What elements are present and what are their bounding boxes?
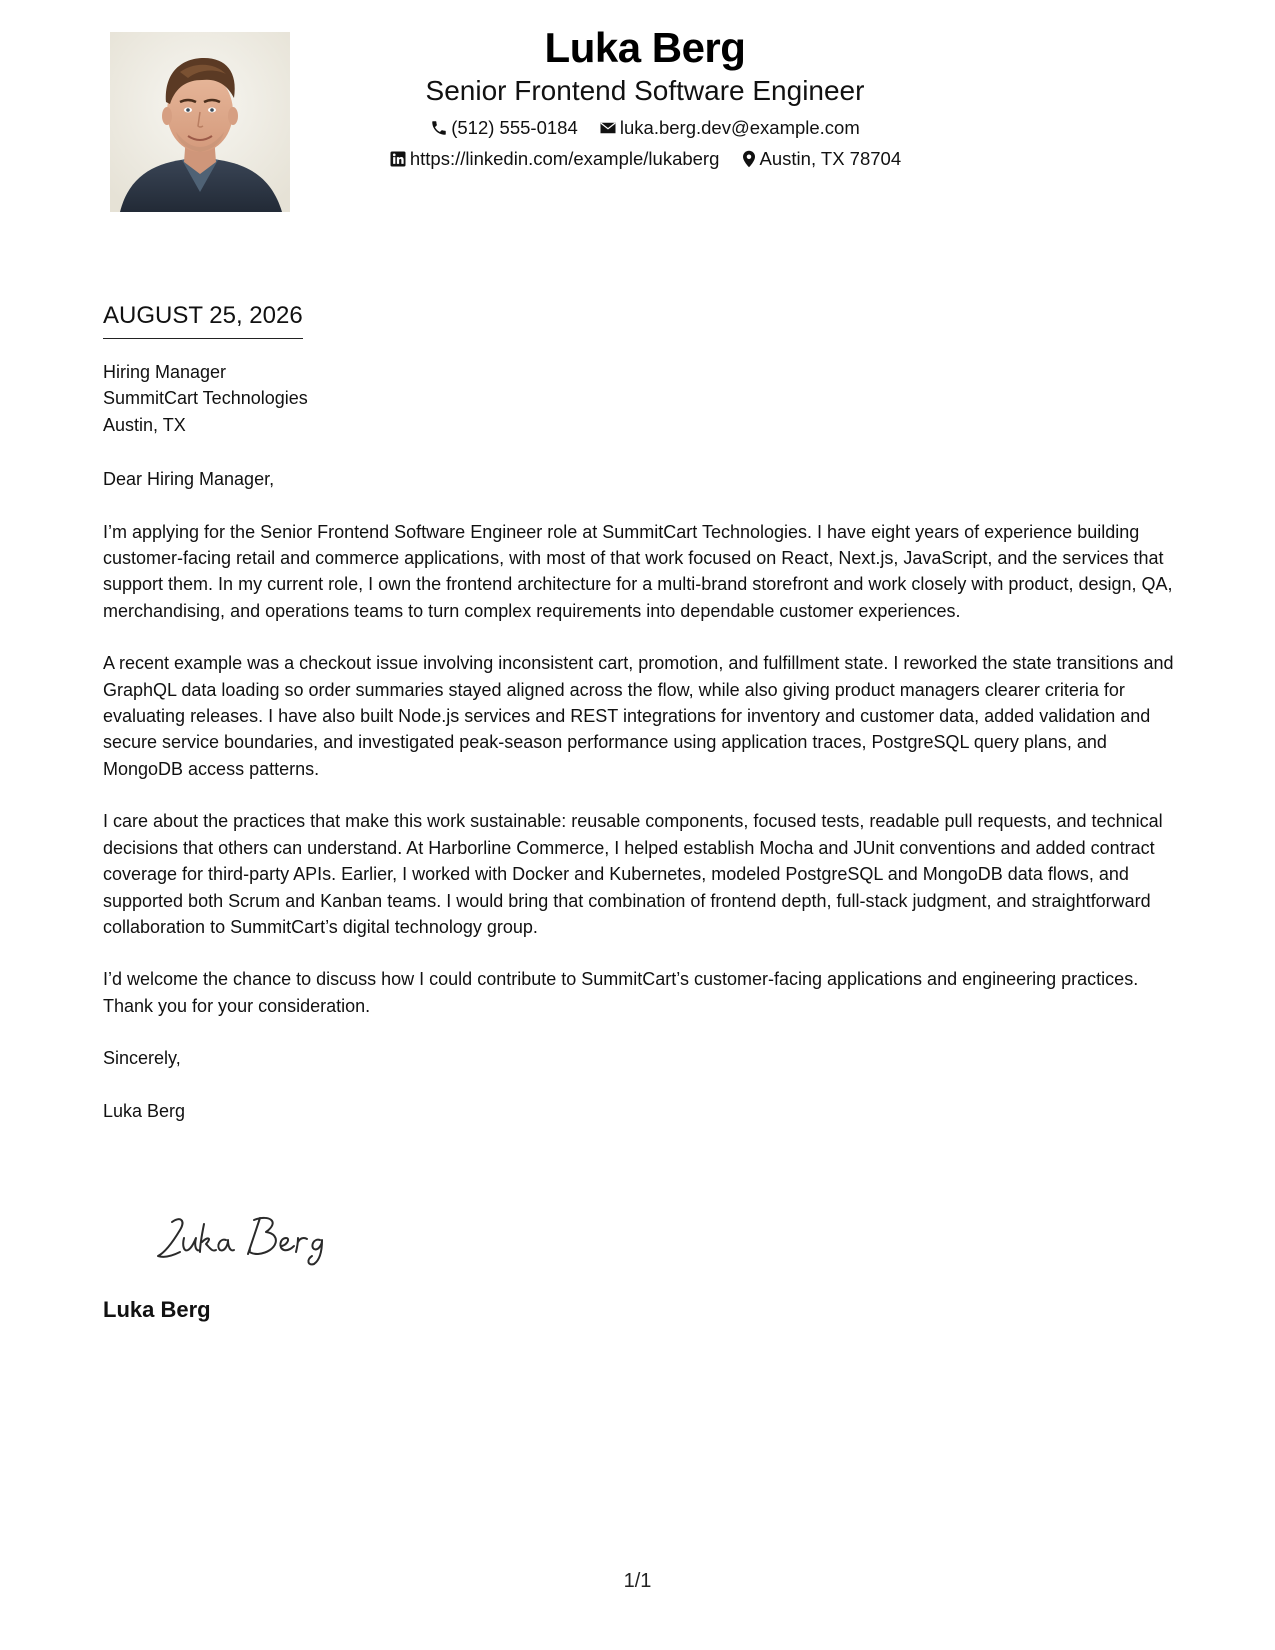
contact-phone (430, 117, 578, 139)
applicant-name: Luka Berg (544, 24, 746, 71)
envelope-icon (599, 119, 617, 137)
body-paragraph: I care about the practices that make this work sustainable: reusable components, focused tests, readable pull requests, and technical decisions that others can understand. At Harborline Commerce, I helped establish Mocha and JUnit conventions and added contract coverage for third-party APIs. Earlier, I worked with Docker and Kubernetes, modeled PostgreSQL and MongoDB data flows, and supported both Scrum and Kanban teams. I would bring that combination of frontend depth, full-stack judgment, and straightforward collaboration to SummitCart’s digital technology group. (103, 811, 1163, 937)
email-address: luka.berg.dev@example.com (619, 117, 860, 139)
contact-line-1 (330, 116, 960, 139)
recipient-line: Austin, TX (103, 414, 186, 435)
recipient-line: Hiring Manager (103, 362, 227, 382)
salutation: Dear Hiring Manager, (103, 469, 275, 490)
signer-name: Luka Berg (103, 1100, 186, 1121)
phone-icon (430, 119, 448, 137)
closing: Sincerely, (103, 1048, 181, 1069)
phone-number: (512) 555-0184 (451, 117, 578, 139)
linkedin-icon (389, 150, 407, 168)
profile-photo (110, 32, 290, 212)
linkedin-url: https://linkedin.com/example/lukaberg (409, 148, 720, 170)
page-number: 1/1 (623, 1570, 652, 1592)
body-paragraph: A recent example was a checkout issue involving inconsistent cart, promotion, and fulfillment state. I reworked the state transitions and GraphQL data loading so order summaries stayed aligned across the flow, while also giving product managers clearer criteria for evaluating releases. I have also built Node.js services and REST integrations for inventory and customer data, added validation and secure service boundaries, and investigated peak-season performance using application traces, PostgreSQL query plans, and MongoDB access patterns. (103, 653, 1174, 779)
letter-body (103, 359, 1178, 1150)
letter-header (330, 22, 960, 170)
signature-name-bold: Luka Berg (103, 1297, 211, 1322)
contact-email (599, 117, 860, 139)
letter-date: AUGUST 25, 2026 (103, 300, 303, 339)
map-pin-icon (741, 150, 757, 168)
body-paragraph: I’d welcome the chance to discuss how I could contribute to SummitCart’s customer-facing applications and engineering practices. Thank you for your consideration. (103, 969, 1139, 1016)
recipient-block (103, 359, 1178, 438)
body-paragraph: I’m applying for the Senior Frontend Software Engineer role at SummitCart Technologies. I have eight years of experience building customer-facing retail and commerce applications, with most of that work focused on React, Next.js, JavaScript, and the services that support them. In my current role, I own the frontend architecture for a multi-brand storefront and work closely with product, design, QA, merchandising, and operations teams to turn complex requirements into dependable customer experiences. (103, 521, 1173, 621)
contact-linkedin (389, 148, 720, 170)
location-text: Austin, TX 78704 (759, 148, 902, 170)
recipient-line: SummitCart Technologies (103, 388, 308, 409)
contact-location (741, 148, 902, 170)
applicant-job-title: Senior Frontend Software Engineer (425, 75, 865, 106)
contact-line-2 (330, 147, 960, 170)
date-block (103, 300, 303, 339)
handwritten-signature (150, 1208, 350, 1268)
